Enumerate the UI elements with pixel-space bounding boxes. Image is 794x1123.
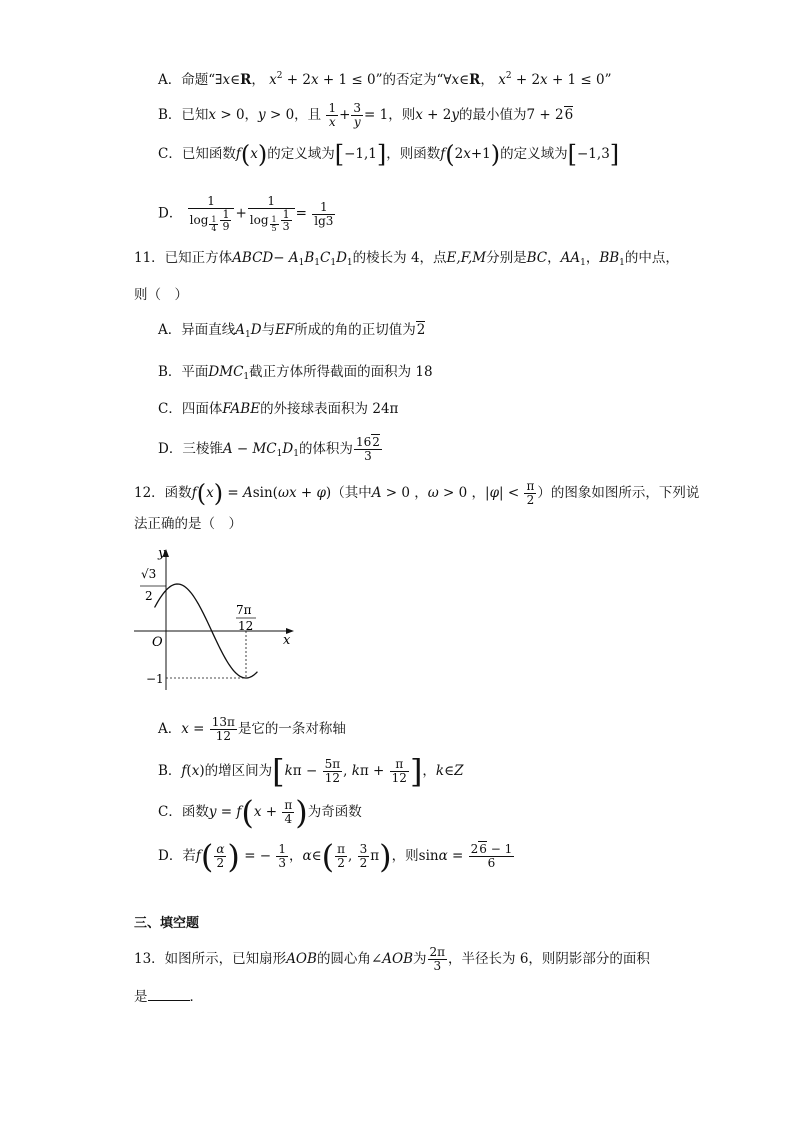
q12-option-d: D．若f( $\frac{\alpha}{2}$ ) = − $\frac{1}{3}$ ，α∈( $\frac{\pi}{2}$ , $\frac{3}{2}$ π)，则sinα = $\frac{26 - 1}{6}$ xyxy=(158,837,513,876)
x-mark-numerator: 7π xyxy=(236,603,252,617)
q12-stem: 12．函数f(x) = Asin(ωx + φ)（其中A > 0 ，ω > 0 ，|φ| < $\frac{\pi}{2}$ ）的图象如图所示，下列说 xyxy=(134,479,700,508)
q11-option-b: B．平面$DMC_1$截正方体所得截面的面积为 18 xyxy=(158,364,433,382)
q10-a-negation: ”的否定为“∀ xyxy=(375,72,452,88)
q10-option-a: A．命题“∃x∈R， $x^2 + 2x + 1 \le 0$”的否定为“∀x∈R， $x^2 + 2x + 1 \le 0$” xyxy=(158,71,612,88)
section-title: 三、填空题 xyxy=(134,916,200,931)
q12-option-a: A．x = $\frac{13\pi}{12}$ 是它的一条对称轴 xyxy=(158,715,346,743)
q12-stem-cont: 法正确的是（ ） xyxy=(134,516,242,532)
q10-a-prefix: A．命题“∃ xyxy=(158,72,223,88)
origin-label: O xyxy=(152,635,163,650)
x-mark-denominator: 12 xyxy=(238,619,254,633)
q11-option-a: A．异面直线$A_1D$与EF所成的角的正切值为2 xyxy=(158,322,426,340)
q11-option-c: C．四面体FABE的外接球表面积为 24π xyxy=(158,401,399,417)
y-axis-label: y xyxy=(158,546,166,561)
q10-option-c: C．已知函数f(x)的定义域为[−1,1]，则函数f(2x+1)的定义域为[−1,3] xyxy=(158,140,620,169)
q11-option-d: D．三棱锥$A - MC_1D_1$的体积为 $\frac{162}{3}$ xyxy=(158,435,380,463)
q10-option-b: B．已知x > 0，y > 0，且 $\frac{1}{x}$ + $\frac{3}{y}$ = 1，则x + 2y的最小值为7 + 26 xyxy=(158,101,574,129)
q13-stem: 13．如图所示，已知扇形AOB的圆心角∠AOB为 $\frac{2\pi}{3}$ ，半径长为 6，则阴影部分的面积 xyxy=(134,945,650,973)
q13-stem-cont: 是 ． xyxy=(134,986,203,1007)
y-min-label: −1 xyxy=(146,672,164,686)
answer-blank[interactable] xyxy=(148,986,190,1001)
q12-option-c: C．函数y = f(x + $\frac{\pi}{4}$ )为奇函数 xyxy=(158,793,362,832)
q11-stem: 11．已知正方体ABCD− $A_1B_1C_1D_1$的棱长为 4，点E,F,M分别是BC，$AA_1$，$BB_1$的中点， xyxy=(134,250,679,268)
y-max-denominator: 2 xyxy=(145,589,153,603)
y-max-numerator: √3 xyxy=(141,567,157,581)
q12-option-b: B．f(x)的增区间为[kπ − $\frac{5\pi}{12}$ , kπ + $\frac{\pi}{12}$ ]，k∈Z xyxy=(158,752,464,791)
sine-graph xyxy=(128,544,300,694)
q11-stem-cont: 则（ ） xyxy=(134,287,188,303)
x-axis-label: x xyxy=(283,633,291,648)
q10-option-d: D． 1 log $_{\frac{1}{4}}$ $\frac{1}{9}$ + 1 log $_{\frac{1}{5}}$ $\frac{1}{3}$ = $\frac{1}{\lg 3}$ xyxy=(158,194,334,233)
